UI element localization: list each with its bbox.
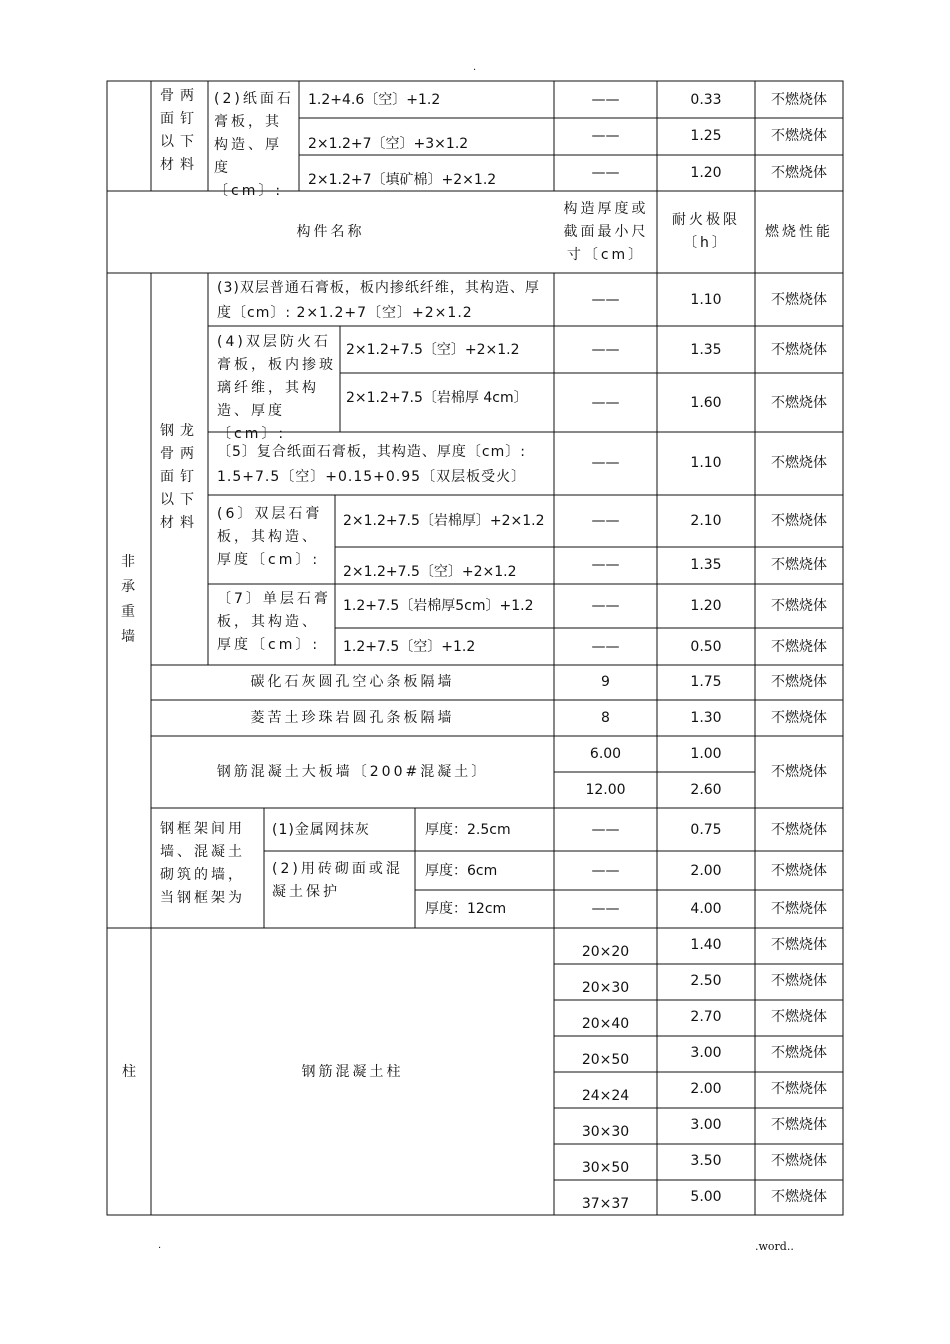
item5-text: 〔5〕复合纸面石膏板，其构造、厚度〔cm〕: 1.5+7.5〔空〕+0.15+0.95〔双层板受火〕 [217, 444, 527, 485]
rcwall-name: 钢筋混凝土大板墙〔200#混凝土〕 [216, 764, 489, 780]
rcwall-limit-1: 1.00 [690, 746, 722, 762]
frame-label: 钢框架间用墙、混凝土砌筑的墙，当钢框架为 [160, 821, 245, 906]
item7-dash-2: —— [591, 639, 620, 655]
item6-spec-1: 2×1.2+7.5〔岩棉厚〕+2×1.2 [343, 513, 545, 529]
lingku-name: 菱苦土珍珠岩圆孔条板隔墙 [250, 710, 455, 726]
top-spec-1: 1.2+4.6〔空〕+1.2 [308, 92, 441, 108]
top-limit-2: 1.25 [690, 128, 722, 144]
item3-combust: 不燃烧体 [771, 292, 827, 308]
item6-combust-2: 不燃烧体 [771, 557, 827, 573]
column-limit: 3.00 [690, 1117, 722, 1133]
lingku-thick: 8 [601, 710, 610, 726]
steel-group-label: 钢龙骨两面钉以下材料 [160, 423, 200, 531]
column-limit: 2.50 [690, 973, 722, 989]
item5-limit: 1.10 [690, 455, 722, 471]
nonbearing-label: 非承重墙 [121, 554, 135, 645]
item3-text: (3)双层普通石膏板，板内掺纸纤维，其构造、厚度〔cm〕: 2×1.2+7〔空〕+2×1.2 [217, 280, 540, 321]
item4-dash-2: —— [591, 395, 620, 411]
carbon-thick: 9 [601, 674, 610, 690]
item6-limit-1: 2.10 [690, 513, 722, 529]
lingku-limit: 1.30 [690, 710, 722, 726]
column-size: 20×20 [581, 944, 630, 960]
column-limit: 3.00 [690, 1045, 722, 1061]
column-size: 20×40 [581, 1016, 630, 1032]
item6-spec-2: 2×1.2+7.5〔空〕+2×1.2 [343, 564, 517, 580]
column-label: 柱 [122, 1064, 136, 1080]
item6-dash-1: —— [591, 513, 620, 529]
column-size: 30×50 [581, 1160, 630, 1176]
item6-combust-1: 不燃烧体 [771, 513, 827, 529]
header-thickness: 构造厚度或截面最小尺寸〔cm〕 [563, 200, 649, 263]
frame-limit-1: 0.75 [690, 822, 722, 838]
header-mark: . [473, 62, 477, 73]
frame-combust-2: 不燃烧体 [771, 863, 827, 879]
item4-combust-1: 不燃烧体 [771, 342, 827, 358]
frame-combust-1: 不燃烧体 [771, 822, 827, 838]
item4-dash-1: —— [591, 342, 620, 358]
column-limit: 2.00 [690, 1081, 722, 1097]
lingku-combust: 不燃烧体 [771, 710, 827, 726]
footer-right: .word.. [755, 1240, 794, 1253]
column-combust: 不燃烧体 [771, 1009, 827, 1025]
footer-left: . [158, 1240, 162, 1251]
column-size: 20×50 [581, 1052, 630, 1068]
item5-combust: 不燃烧体 [771, 455, 827, 471]
frame-t-1: 厚度：2.5cm [425, 822, 511, 838]
frame-sub2: (2)用砖砌面或混凝土保护 [272, 861, 403, 900]
column-combust: 不燃烧体 [771, 1189, 827, 1205]
column-name: 钢筋混凝土柱 [301, 1064, 404, 1080]
frame-dash-2: —— [591, 863, 620, 879]
frame-dash-1: —— [591, 822, 620, 838]
top-spec-3: 2×1.2+7〔填矿棉〕+2×1.2 [308, 172, 497, 188]
frame-dash-3: —— [591, 901, 620, 917]
column-size: 37×37 [581, 1196, 630, 1212]
item7-limit-1: 1.20 [690, 598, 722, 614]
column-size: 24×24 [581, 1088, 630, 1104]
column-combust: 不燃烧体 [771, 973, 827, 989]
item4-spec-1: 2×1.2+7.5〔空〕+2×1.2 [346, 342, 520, 358]
top-sub-label: (2)纸面石膏板，其构造、厚度〔cm〕: [214, 91, 294, 199]
frame-t-2: 厚度：6cm [425, 863, 498, 879]
carbon-name: 碳化石灰圆孔空心条板隔墙 [250, 674, 455, 690]
header-name: 构件名称 [296, 224, 365, 240]
rcwall-thick-1: 6.00 [589, 746, 622, 762]
top-dash-2: —— [591, 128, 620, 144]
item6-limit-2: 1.35 [690, 557, 722, 573]
carbon-combust: 不燃烧体 [771, 674, 827, 690]
frame-t-3: 厚度：12cm [425, 901, 507, 917]
rcwall-limit-2: 2.60 [690, 782, 722, 798]
top-dash-1: —— [591, 92, 620, 108]
header-combust: 燃烧性能 [765, 224, 833, 240]
item7-label: 〔7〕单层石膏板，其构造、厚度〔cm〕: [217, 591, 331, 653]
column-limit: 3.50 [690, 1153, 722, 1169]
header-limit: 耐火极限〔h〕 [672, 212, 740, 251]
item7-dash-1: —— [591, 598, 620, 614]
frame-combust-3: 不燃烧体 [771, 901, 827, 917]
item4-label: (4)双层防火石膏板，板内掺玻璃纤维，其构造、厚度〔cm〕: [217, 334, 336, 442]
column-combust: 不燃烧体 [771, 1117, 827, 1133]
carbon-limit: 1.75 [690, 674, 722, 690]
frame-sub1: (1)金属网抹灰 [272, 822, 370, 838]
column-limit: 5.00 [690, 1189, 722, 1205]
item7-combust-2: 不燃烧体 [771, 639, 827, 655]
top-spec-2: 2×1.2+7〔空〕+3×1.2 [308, 136, 469, 152]
item4-spec-2: 2×1.2+7.5〔岩棉厚 4cm〕 [346, 390, 528, 406]
column-combust: 不燃烧体 [771, 937, 827, 953]
item7-spec-1: 1.2+7.5〔岩棉厚5cm〕+1.2 [343, 598, 534, 614]
column-size: 30×30 [581, 1124, 630, 1140]
column-combust: 不燃烧体 [771, 1045, 827, 1061]
item3-limit: 1.10 [690, 292, 722, 308]
item6-label: (6〕双层石膏板，其构造、厚度〔cm〕: [217, 506, 323, 568]
rcwall-thick-2: 12.00 [585, 782, 626, 798]
top-combust-3: 不燃烧体 [771, 165, 827, 181]
column-size: 20×30 [581, 980, 630, 996]
column-limit: 2.70 [690, 1009, 722, 1025]
item4-limit-1: 1.35 [690, 342, 722, 358]
item4-combust-2: 不燃烧体 [771, 395, 827, 411]
top-dash-3: —— [591, 165, 620, 181]
item7-spec-2: 1.2+7.5〔空〕+1.2 [343, 639, 476, 655]
item5-dash: —— [591, 455, 620, 471]
top-limit-1: 0.33 [690, 92, 722, 108]
top-combust-2: 不燃烧体 [771, 128, 827, 144]
item3-dash: —— [591, 292, 620, 308]
top-limit-3: 1.20 [690, 165, 722, 181]
item6-dash-2: —— [591, 557, 620, 573]
top-group-label: 骨两面钉以下材料 [160, 88, 200, 173]
rcwall-combust: 不燃烧体 [771, 764, 827, 780]
frame-limit-3: 4.00 [690, 901, 722, 917]
item7-combust-1: 不燃烧体 [771, 598, 827, 614]
item7-limit-2: 0.50 [690, 639, 722, 655]
column-combust: 不燃烧体 [771, 1153, 827, 1169]
top-combust-1: 不燃烧体 [771, 92, 827, 108]
frame-limit-2: 2.00 [690, 863, 722, 879]
column-limit: 1.40 [690, 937, 722, 953]
item4-limit-2: 1.60 [690, 395, 722, 411]
column-combust: 不燃烧体 [771, 1081, 827, 1097]
